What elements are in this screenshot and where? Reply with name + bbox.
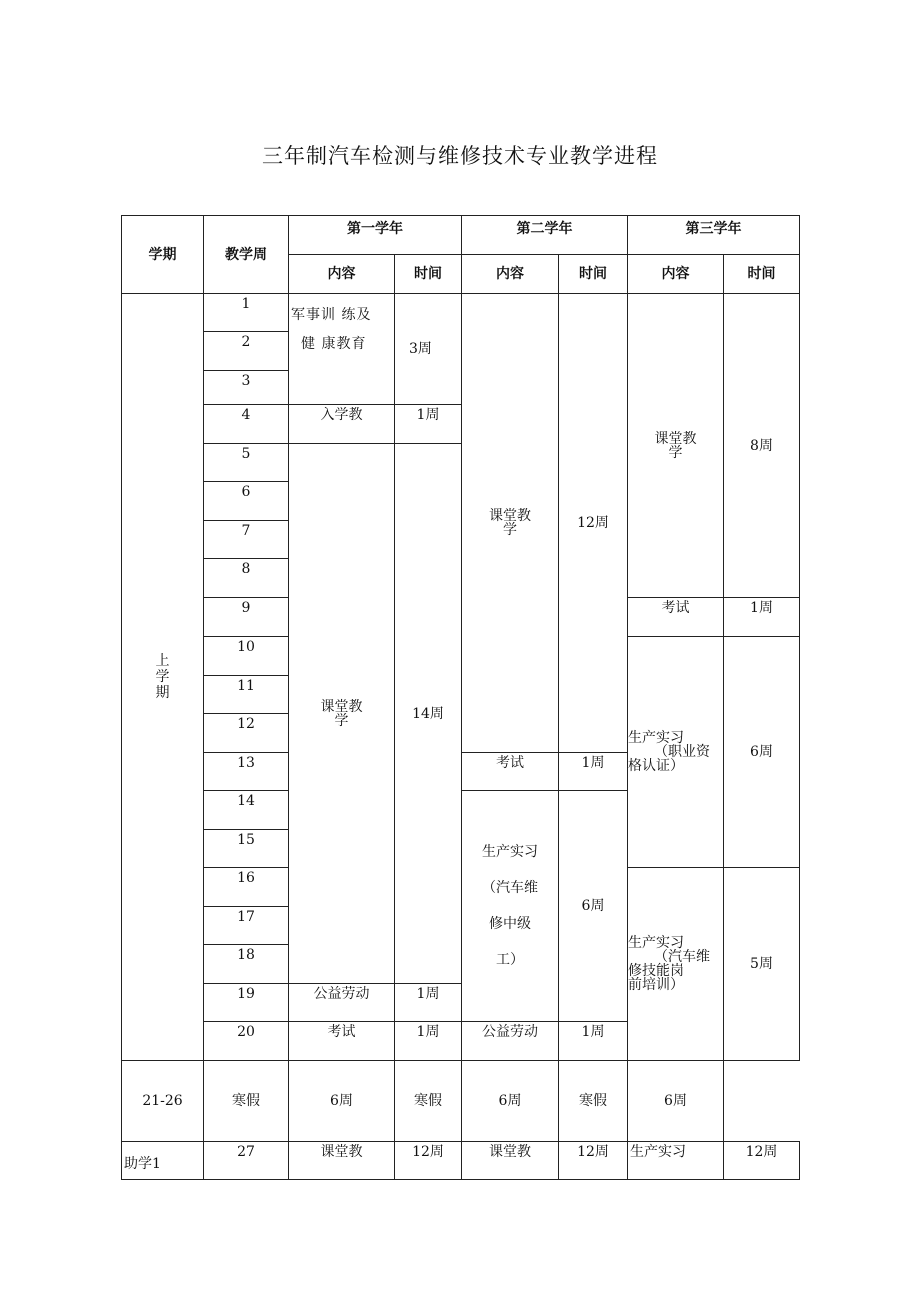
week-number: 20 [204, 1022, 289, 1061]
year1-next-time: 12周 [395, 1142, 462, 1180]
teaching-schedule-table [121, 215, 800, 1180]
week-number: 9 [204, 598, 289, 637]
year3-practice2-time: 5周 [724, 868, 800, 1061]
year1-class-line-1: 课堂教 [320, 698, 363, 715]
header-year1-content: 内容 [289, 255, 395, 294]
year3-exam-time: 1周 [724, 598, 800, 637]
year3-practice1-line-3: 格认证） [628, 758, 684, 774]
semester-label: 上学期 [155, 653, 170, 701]
year2-practice-line-2: （汽车维 [482, 880, 538, 896]
year1-class-time: 14周 [395, 444, 462, 984]
year3-practice2-line-3: 修技能岗 [628, 963, 684, 979]
year1-exam: 考试 [289, 1022, 395, 1061]
year1-enrollment-time: 1周 [395, 405, 462, 444]
year2-class-time: 12周 [559, 294, 628, 753]
week-number: 12 [204, 714, 289, 753]
year2-winter-holiday-time: 6周 [462, 1061, 559, 1142]
week-number: 2 [204, 332, 289, 371]
year3-winter-holiday: 寒假 [559, 1061, 628, 1142]
year3-practice-certification [628, 637, 724, 868]
year3-practice2-line-4: 前培训） [628, 977, 684, 993]
year3-class-line-1: 课堂教 [654, 430, 697, 447]
year3-practice2-line-2: （汽车维 [654, 949, 710, 965]
military-line-1: 军事训 练及 [291, 307, 372, 323]
week-number: 19 [204, 984, 289, 1022]
year3-winter-holiday-time: 6周 [628, 1061, 724, 1142]
year2-public-labor-time: 1周 [559, 1022, 628, 1061]
week-number: 6 [204, 482, 289, 521]
week-range: 21-26 [122, 1061, 204, 1142]
week-number: 15 [204, 830, 289, 868]
header-year3-content: 内容 [628, 255, 724, 294]
year3-practice1-line-2: （职业资 [654, 744, 710, 760]
year1-public-labor-time: 1周 [395, 984, 462, 1022]
header-year3: 第三学年 [628, 216, 800, 255]
year1-enrollment: 入学教 [289, 405, 395, 444]
year3-practice-preservice [628, 868, 724, 1061]
year2-winter-holiday: 寒假 [395, 1061, 462, 1142]
week-number: 1 [204, 294, 289, 332]
year2-practice-intermediate [462, 791, 559, 1022]
header-year1-time: 时间 [395, 255, 462, 294]
page-title: 三年制汽车检测与维修技术专业教学进程 [262, 144, 658, 168]
header-year2-content: 内容 [462, 255, 559, 294]
week-number: 4 [204, 405, 289, 444]
week-number: 10 [204, 637, 289, 676]
semester-label-next: 助学1 [122, 1142, 204, 1180]
year3-next-content: 生产实习 [628, 1142, 724, 1180]
week-number: 18 [204, 945, 289, 984]
header-year2: 第二学年 [462, 216, 628, 255]
year3-practice1-line-1: 生产实习 [628, 730, 684, 746]
header-week: 教学周 [204, 216, 289, 294]
year1-winter-holiday-time: 6周 [289, 1061, 395, 1142]
week-number: 27 [204, 1142, 289, 1180]
week-number: 11 [204, 676, 289, 714]
year2-next-time: 12周 [559, 1142, 628, 1180]
year3-practice1-time: 6周 [724, 637, 800, 868]
year1-winter-holiday: 寒假 [204, 1061, 289, 1142]
year2-next-content: 课堂教 [462, 1142, 559, 1180]
year2-exam: 考试 [462, 753, 559, 791]
year2-practice-line-3: 修中级 [489, 916, 531, 932]
year1-class-teaching [289, 444, 395, 984]
year3-class-line-2: 学 [668, 444, 683, 461]
year2-practice-line-1: 生产实习 [482, 844, 538, 860]
year2-class-teaching [462, 294, 559, 753]
year3-next-time: 12周 [724, 1142, 800, 1180]
year3-class-time: 8周 [724, 294, 800, 598]
header-semester: 学期 [122, 216, 204, 294]
week-number: 5 [204, 444, 289, 482]
year2-class-line-1: 课堂教 [489, 508, 531, 524]
week-number: 3 [204, 371, 289, 405]
week-number: 17 [204, 907, 289, 945]
week-number: 16 [204, 868, 289, 907]
year1-class-line-2: 学 [334, 712, 349, 729]
year2-class-line-2: 学 [503, 522, 517, 538]
year3-class-teaching [628, 294, 724, 598]
year2-exam-time: 1周 [559, 753, 628, 791]
year2-practice-line-4: 工） [496, 952, 524, 968]
year2-public-labor: 公益劳动 [462, 1022, 559, 1061]
week-number: 14 [204, 791, 289, 830]
year1-next-content: 课堂教 [289, 1142, 395, 1180]
year3-practice2-line-1: 生产实习 [628, 935, 684, 951]
year1-military-training [289, 294, 395, 405]
header-year1: 第一学年 [289, 216, 462, 255]
year1-military-time: 3周 [395, 294, 462, 405]
header-year3-time: 时间 [724, 255, 800, 294]
week-number: 13 [204, 753, 289, 791]
year1-exam-time: 1周 [395, 1022, 462, 1061]
military-line-2: 健 康教育 [301, 336, 367, 352]
week-number: 7 [204, 521, 289, 559]
year2-practice-time: 6周 [559, 791, 628, 1022]
year3-exam: 考试 [628, 598, 724, 637]
header-year2-time: 时间 [559, 255, 628, 294]
week-number: 8 [204, 559, 289, 598]
semester-cell-upper [122, 294, 204, 1061]
year1-public-labor: 公益劳动 [289, 984, 395, 1022]
